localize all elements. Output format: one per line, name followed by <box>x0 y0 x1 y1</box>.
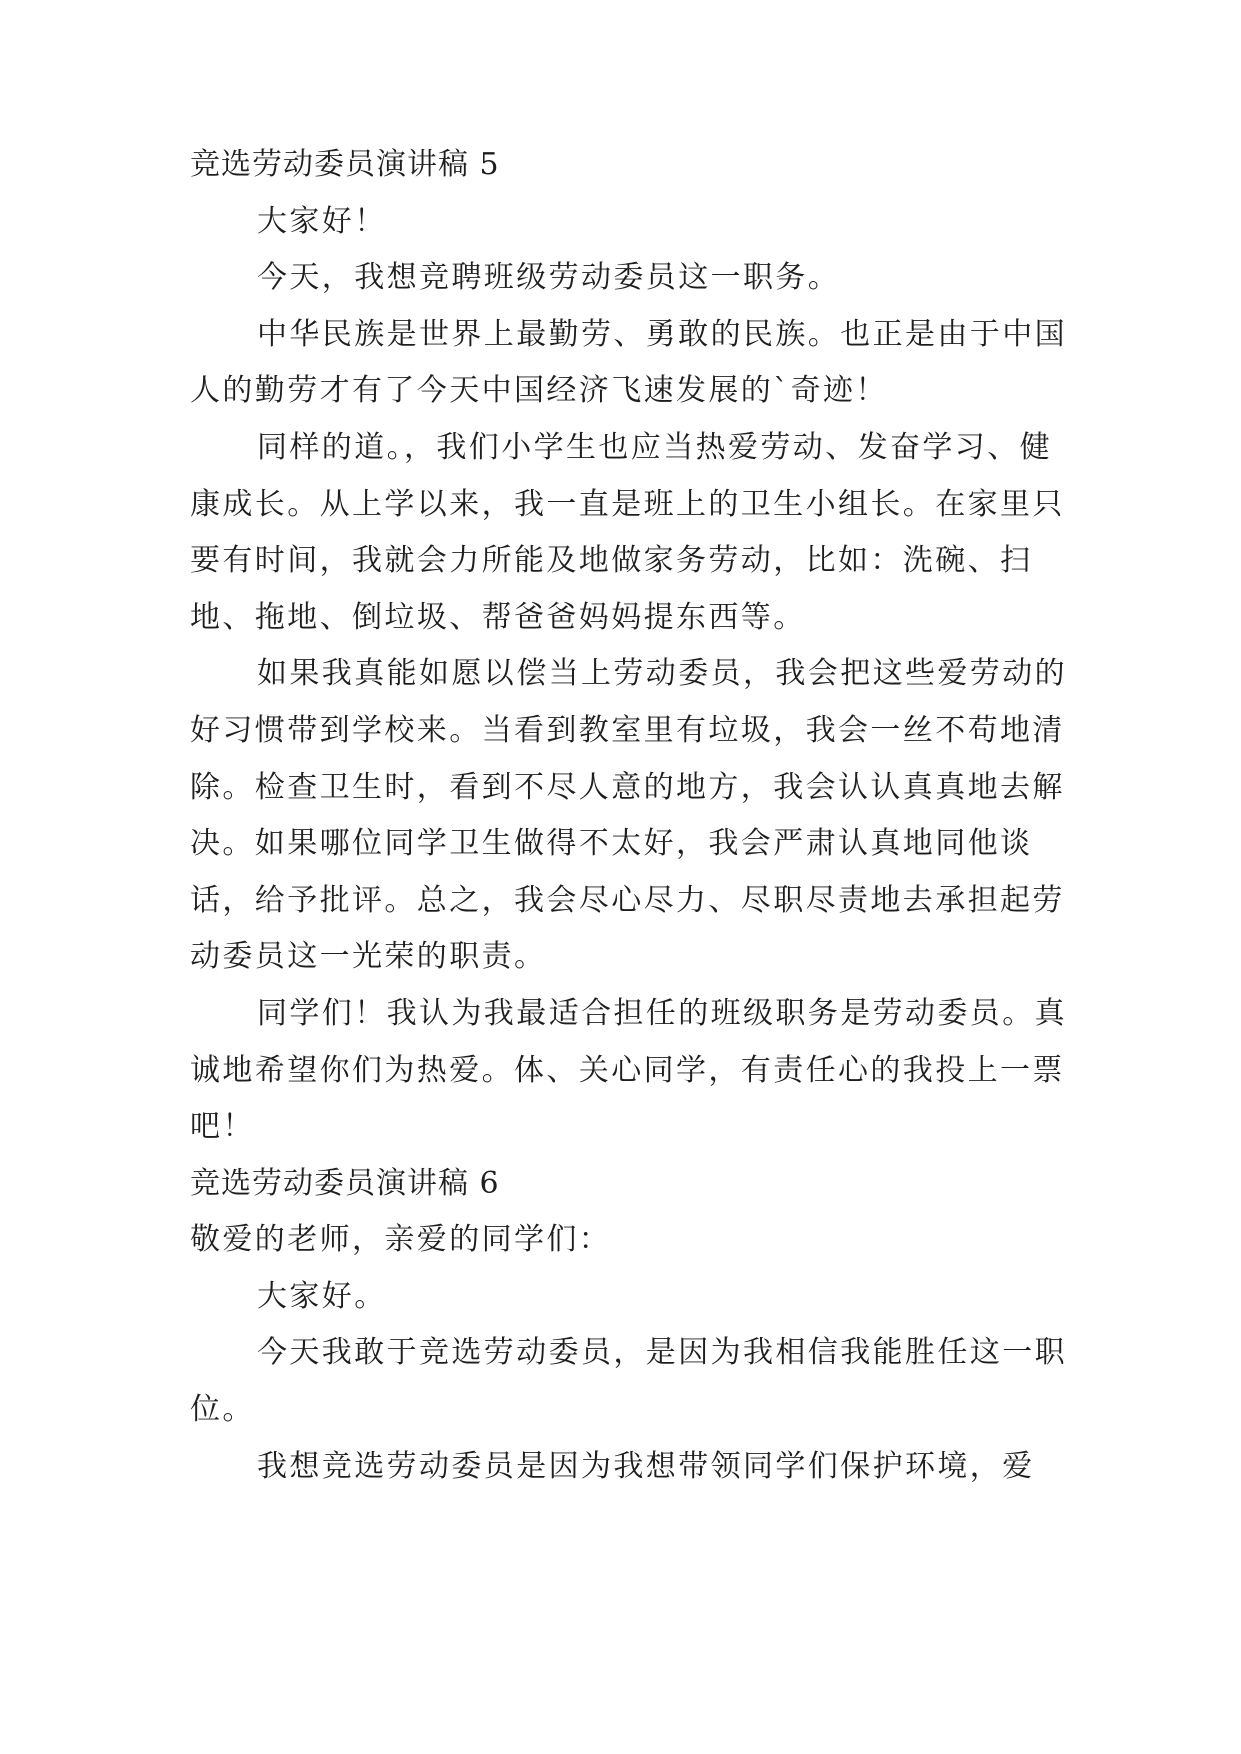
section-5-paragraph-nation: 中华民族是世界上最勤劳、勇敢的民族。也正是由于中国人的勤劳才有了今天中国经济飞速发展的`奇迹！ <box>190 316 1067 409</box>
section-5-title: 竞选劳动委员演讲稿 5 <box>190 147 500 182</box>
section-6-intro: 今天我敢于竞选劳动委员，是因为我相信我能胜任这一职位。 <box>190 1335 1067 1428</box>
section-5-paragraph-plan: 如果我真能如愿以偿当上劳动委员，我会把这些爱劳动的好习惯带到学校来。当看到教室里有垃圾，我会一丝不苟地清除。检查卫生时，看到不尽人意的地方，我会认认真真地去解决。如果哪位同学卫生做得不太好，我会严肃认真地同他谈话，给予批评。总之，我会尽心尽力、尽职尽责地去承担起劳动委员这一光荣的职责。 <box>190 656 1067 975</box>
section-6-salutation: 敬爱的老师，亲爱的同学们： <box>190 1222 612 1258</box>
section-5-intro: 今天，我想竞聘班级劳动委员这一职务。 <box>257 260 841 296</box>
section-5-paragraph-experience: 同样的道。，我们小学生也应当热爱劳动、发奋学习、健康成长。从上学以来，我一直是班上的卫生小组长。在家里只要有时间，我就会力所能及地做家务劳动，比如：洗碗、扫地、拖地、倒垃圾、帮爸爸妈妈提东西等。 <box>190 429 1065 635</box>
section-5-greeting: 大家好！ <box>257 203 387 239</box>
section-6-title: 竞选劳动委员演讲稿 6 <box>190 1165 500 1201</box>
section-6-greeting: 大家好。 <box>257 1278 387 1314</box>
section-5-closing: 同学们！我认为我最适合担任的班级职务是劳动委员。真诚地希望你们为热爱。体、关心同学，有责任心的我投上一票吧！ <box>190 995 1067 1145</box>
section-6-paragraph-reason: 我想竞选劳动委员是因为我想带领同学们保护环境，爱 <box>257 1448 1035 1484</box>
document-body <box>190 137 1070 1495</box>
